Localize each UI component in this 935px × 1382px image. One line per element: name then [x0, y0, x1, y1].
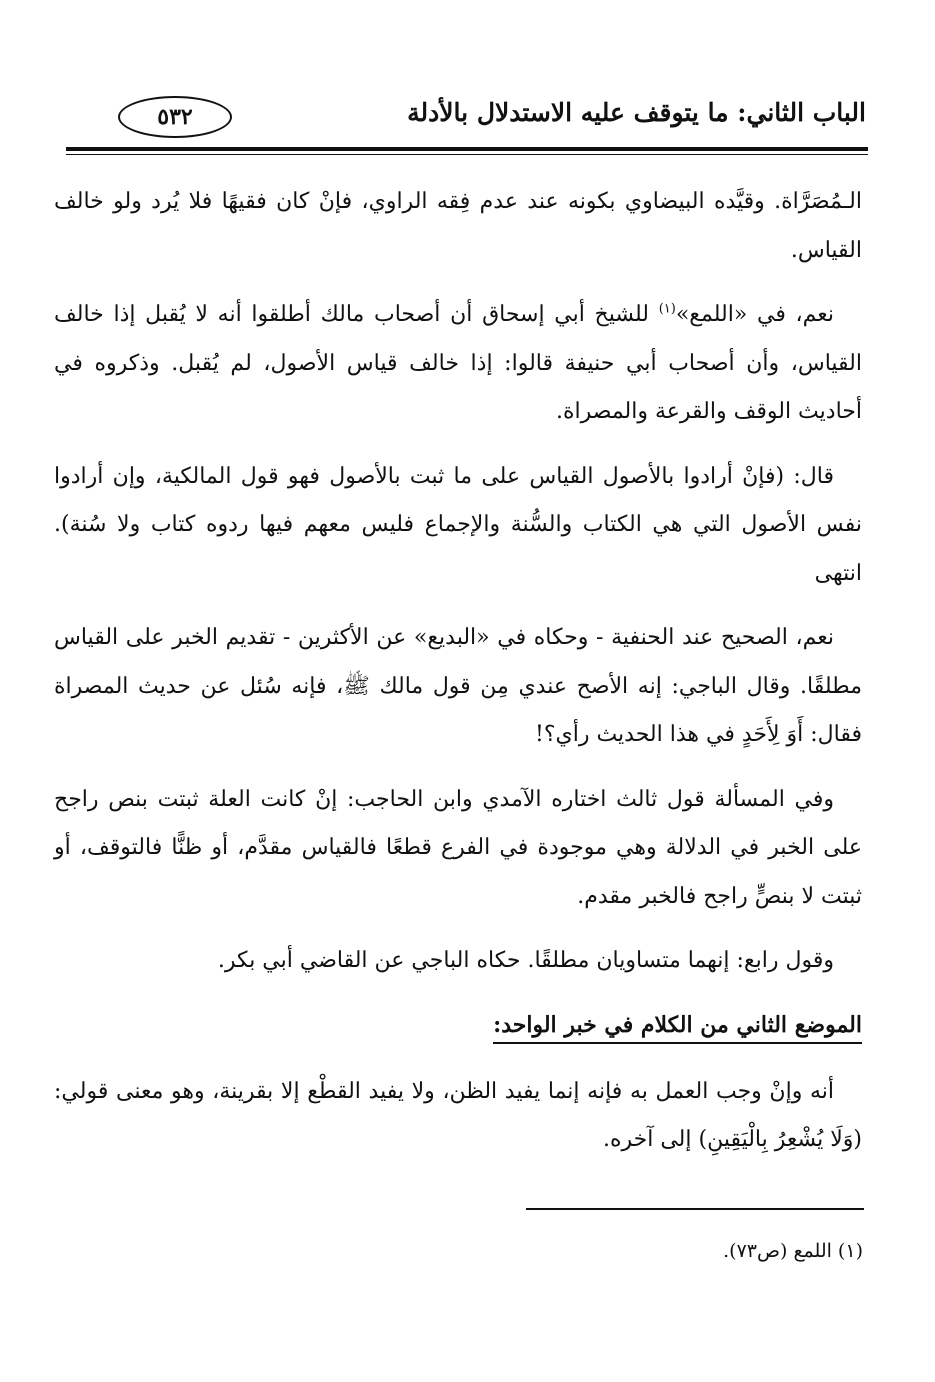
header-rule-thin	[66, 154, 868, 155]
paragraph: أنه وإنْ وجب العمل به فإنه إنما يفيد الظن، ولا يفيد القطْع إلا بقرينة، وهو معنى قولي: (وَلَا يُشْعِرُ بِالْيَقِينِ) إلى آخره.	[54, 1078, 862, 1152]
paragraph: وقول رابع: إنهما متساويان مطلقًا. حكاه الباجي عن القاضي أبي بكر.	[217, 948, 834, 973]
section-heading	[54, 1002, 862, 1068]
paragraph-rest: للشيخ أبي إسحاق أن أصحاب مالك أطلقوا أنه لا يُقبل إذا خالف القياس، وأن أصحاب أبي حنيفة قالوا: إذا خالف قياس الأصول، لم يُقبل. وذكروه في أحاديث الوقف والقرعة والمصراة.	[54, 302, 862, 424]
page-number: ٥٣٢	[118, 96, 232, 138]
running-header	[66, 90, 866, 146]
paragraph: قال: (فإنْ أرادوا بالأصول القياس على ما ثبت بالأصول فهو قول المالكية، وإن أرادوا نفس الأصول التي هي الكتاب والسُّنة والإجماع فليس معهم فيها ردوه كتاب ولا سُنة). انتهى	[54, 463, 862, 586]
header-rule-thick	[66, 147, 868, 151]
footnote-reference[interactable]: (١)	[658, 301, 676, 317]
footnote: (١) اللمع (ص٧٣).	[723, 1240, 863, 1262]
paragraph: وفي المسألة قول ثالث اختاره الآمدي وابن الحاجب: إنْ كانت العلة ثبتت بنص راجح على الخبر في الدلالة وهي موجودة في الفرع قطعًا فالقياس مقدَّم، أو ظنًّا فالتوقف، أو ثبتت لا بنصٍّ راجح فالخبر مقدم.	[54, 786, 862, 909]
paragraph-lead: نعم، في «اللمع»	[675, 302, 835, 327]
paragraph	[54, 291, 862, 437]
main-text	[54, 178, 862, 1181]
footnote-separator	[526, 1208, 864, 1210]
section-heading-text: الموضع الثاني من الكلام في خبر الواحد:	[493, 1008, 862, 1044]
chapter-title: الباب الثاني: ما يتوقف عليه الاستدلال بالأدلة	[407, 98, 866, 127]
paragraph: نعم، الصحيح عند الحنفية - وحكاه في «البديع» عن الأكثرين - تقديم الخبر على القياس مطلقًا. وقال الباجي: إنه الأصح عندي مِن قول مالك ﷺ، فإنه سُئل عن حديث المصراة فقال: أَوَ لِأَحَدٍ في هذا الحديث رأي؟!	[54, 625, 862, 747]
paragraph: الـمُصَرَّاة. وقيَّده البيضاوي بكونه عند عدم فِقه الراوي، فإنْ كان فقيهًا فلا يُرد ولو خالف القياس.	[54, 189, 862, 263]
